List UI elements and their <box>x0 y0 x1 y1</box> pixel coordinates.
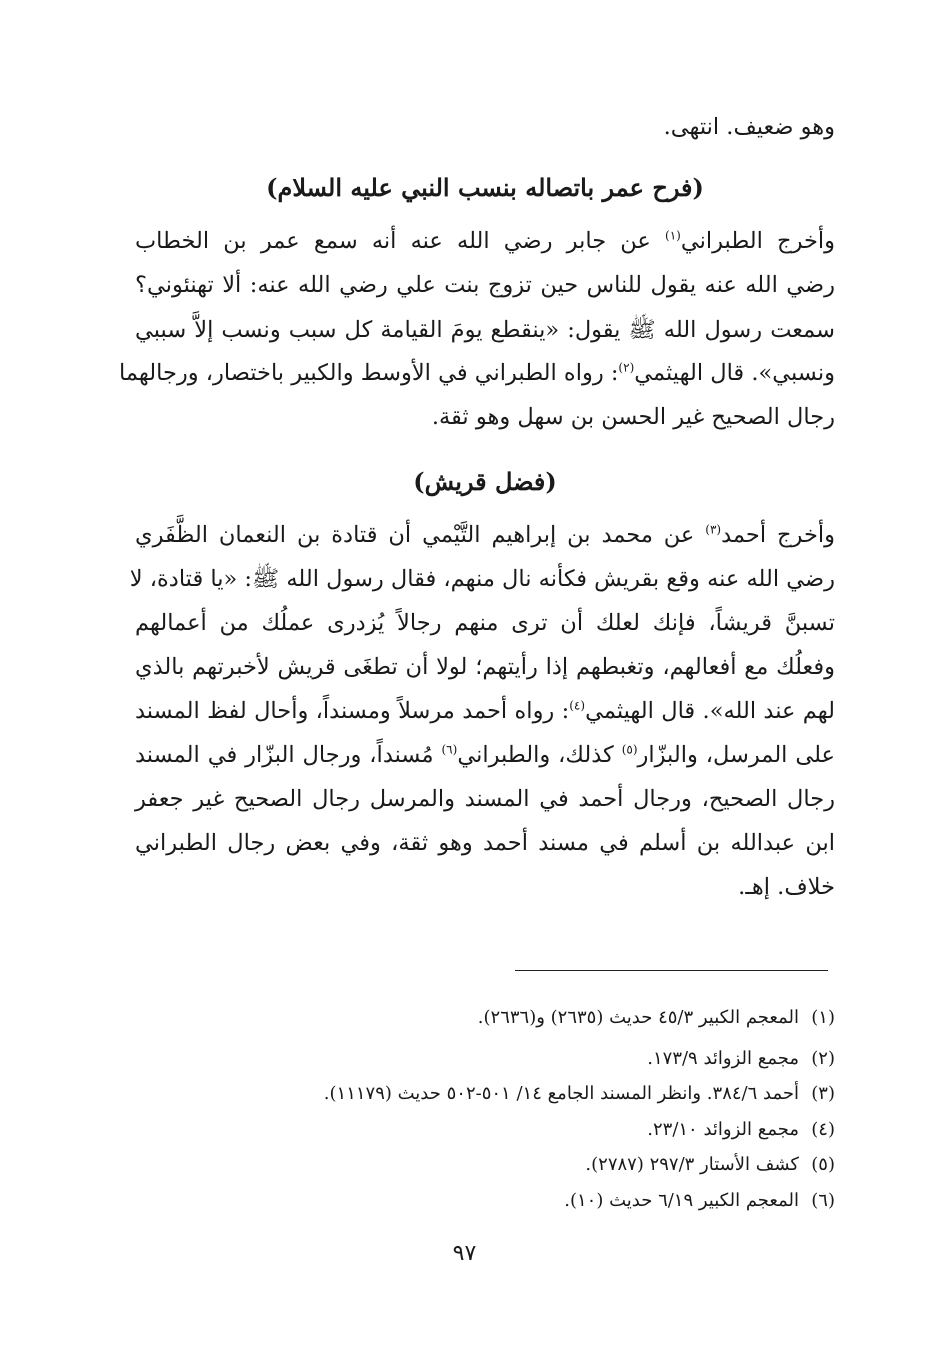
paragraph-line: خلاف. إهـ. <box>738 874 835 900</box>
paragraph-line: وفعلُك مع أفعالهم، وتغبطهم إذا رأيتهم؛ لولا أن تطغَى قريش لأخبرتهم بالذي <box>135 654 835 680</box>
paragraph-line: سمعت رسول الله ﷺ يقول: «ينقطع يومَ القيامة كل سبب ونسب إلاَّ سببي <box>135 317 835 343</box>
footnote-number: (٥) <box>811 1154 835 1175</box>
footnote-number: (٤) <box>811 1119 835 1140</box>
footnote-number: (٢) <box>811 1048 835 1069</box>
paragraph-line: رضي الله عنه يقول للناس حين تزوج بنت علي رضي الله عنه: ألا تهنئوني؟ <box>135 272 835 298</box>
section-heading-1: (فرح عمر باتصاله بنسب النبي عليه السلام) <box>266 173 704 202</box>
text-run: كذلك، والطبراني <box>457 742 614 768</box>
text-run: لهم عند الله». قال الهيثمي <box>585 698 835 724</box>
footnote-ref[interactable]: (٥) <box>621 742 638 757</box>
footnote-number: (١) <box>811 1007 835 1028</box>
footnote <box>585 1153 835 1177</box>
text-run: : رواه الطبراني في الأوسط والكبير باختصار، ورجالهما <box>119 360 619 386</box>
footnote-ref[interactable]: (١) <box>665 228 681 243</box>
text-run: مُسنداً، ورجال البزّار في المسند <box>135 742 434 768</box>
text-run: عن جابر رضي الله عنه أنه سمع عمر بن الخطاب <box>135 228 651 254</box>
footnote <box>324 1082 835 1106</box>
paragraph-line: رضي الله عنه وقع بقريش فكأنه نال منهم، فقال رسول الله ﷺ: «يا قتادة، لا <box>129 566 835 592</box>
footnote <box>647 1047 835 1071</box>
text-run: ونسبي». قال الهيثمي <box>634 360 835 386</box>
footnote-text: المعجم الكبير ٤٥/٣ حديث (٢٦٣٥) و(٢٦٣٦). <box>477 1007 799 1028</box>
footnote-text: المعجم الكبير ٦/١٩ حديث (١٠). <box>564 1190 799 1211</box>
footnote <box>647 1118 835 1142</box>
paragraph-line: تسبنَّ قريشاً، فإنك لعلك أن ترى منهم رجالاً يُزدرى عملُك من أعمالهم <box>135 610 835 636</box>
footnote-text: مجمع الزوائد ٢٣/١٠. <box>647 1119 799 1140</box>
text-run: عن محمد بن إبراهيم التَّيْمي أن قتادة بن النعمان الظَّفَري <box>135 522 695 548</box>
footnote-number: (٦) <box>811 1190 835 1211</box>
scan-speck <box>40 426 45 434</box>
footnote-ref[interactable]: (٢) <box>618 360 635 375</box>
footnote-text: أحمد ٣٨٤/٦. وانظر المسند الجامع ١٤/ ٥٠١-٥٠٢ حديث (١١١٧٩). <box>323 1083 799 1104</box>
page-number: ٩٧ <box>452 1241 477 1266</box>
paragraph-line: ابن عبدالله بن أسلم في مسند أحمد وهو ثقة، وفي بعض رجال الطبراني <box>135 830 835 856</box>
footnote-ref[interactable]: (٦) <box>441 742 458 757</box>
footnotes <box>129 0 835 1240</box>
footnote <box>478 1006 835 1030</box>
text-run: وأخرج أحمد <box>721 522 835 548</box>
text-run: وأخرج الطبراني <box>680 228 836 254</box>
paragraph-line: رجال الصحيح غير الحسن بن سهل وهو ثقة. <box>431 404 835 430</box>
paragraph-line: رجال الصحيح، ورجال أحمد في المسند والمرسل رجال الصحيح غير جعفر <box>135 786 835 812</box>
intro-line: وهو ضعيف. انتهى. <box>663 114 835 140</box>
footnote-ref[interactable]: (٣) <box>705 522 722 537</box>
footnote-number: (٣) <box>811 1083 835 1104</box>
text-run: : رواه أحمد مرسلاً ومسنداً، وأحال لفظ المسند <box>135 698 570 724</box>
footnote-text: كشف الأستار ٢٩٧/٣ (٢٧٨٧). <box>585 1154 799 1175</box>
footnote <box>564 1189 835 1213</box>
footnote-ref[interactable]: (٤) <box>569 698 586 713</box>
section-heading-2: (فضل قريش) <box>413 467 557 496</box>
text-run: على المرسل، والبزّار <box>637 742 835 768</box>
footnote-text: مجمع الزوائد ١٧٣/٩. <box>647 1048 799 1069</box>
